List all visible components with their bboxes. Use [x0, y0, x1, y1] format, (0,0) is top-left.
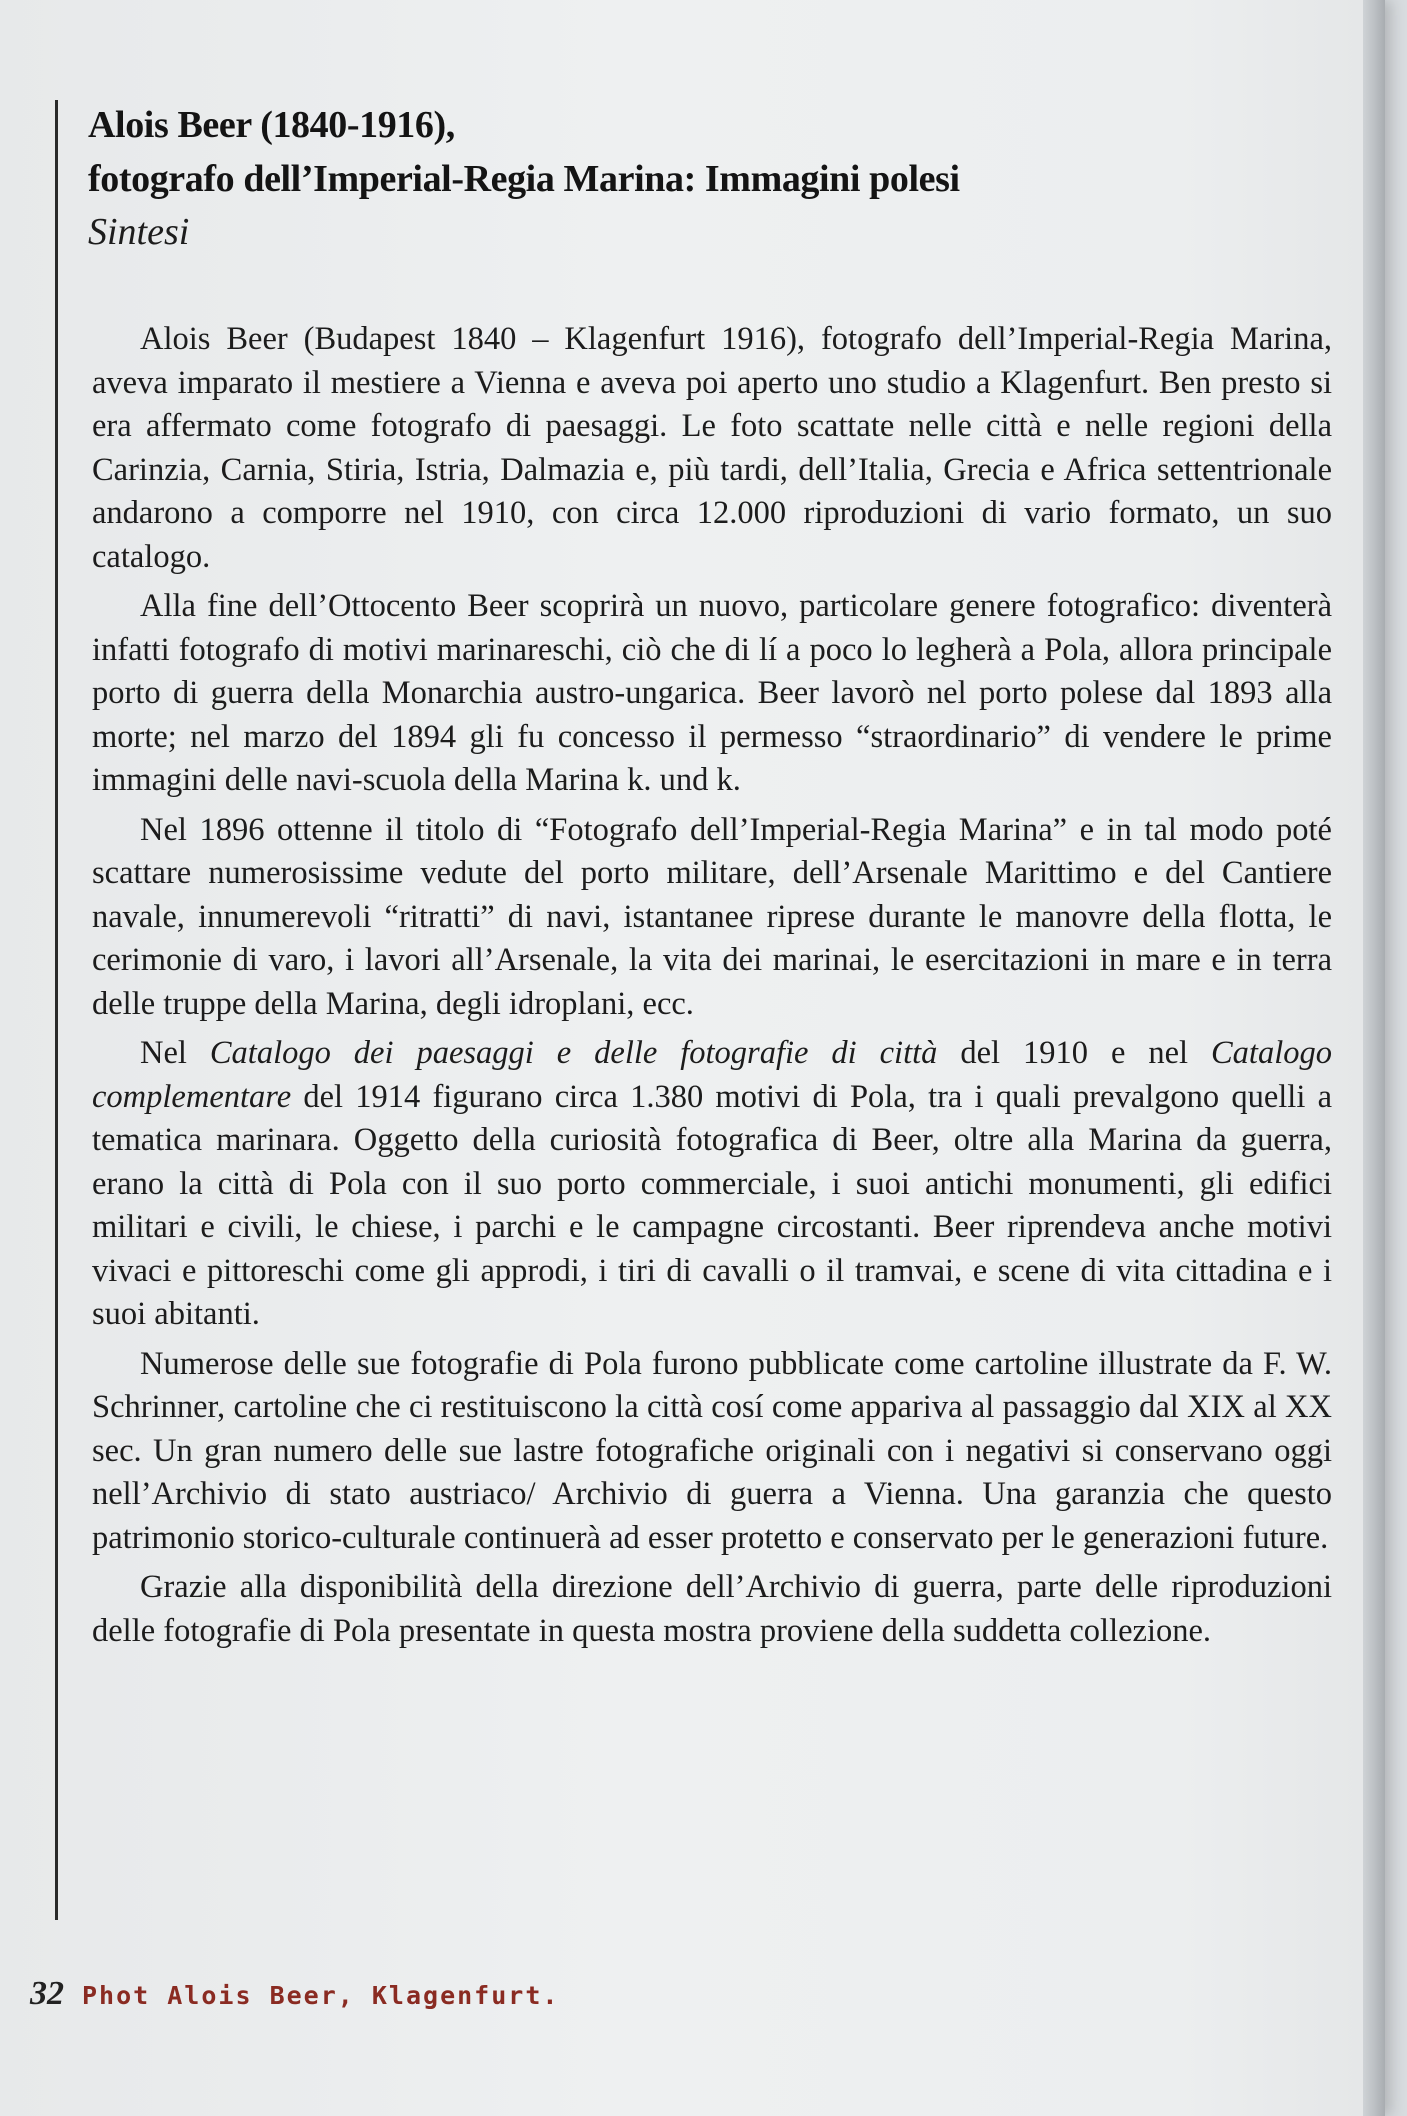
- page-number: 32: [30, 1975, 64, 2012]
- paragraph-4-mid: del 1910 e nel: [937, 1035, 1211, 1071]
- paragraph-4-pre: Nel: [140, 1035, 210, 1071]
- subtitle: Sintesi: [88, 211, 190, 253]
- paragraph-4-post: del 1914 figurano circa 1.380 motivi di Pola, tra i quali prevalgono quelli a tematica marinara. Oggetto della curiosità fotografica di Beer, oltre alla Marina da guerra, erano la città di Pola con il suo porto commerciale, i suoi antichi monumenti, gli edifici militari e civili, le chiese, i parchi e le campagne circostanti. Beer riprendeva anche motivi vivaci e pittoreschi come gli approdi, i tiri di cavalli o il tramvai, e scene di vita cittadina e i suoi abitanti.: [92, 1078, 1332, 1332]
- paragraph-1: Alois Beer (Budapest 1840 – Klagenfurt 1916), fotografo dell’Imperial-Regia Marina, aveva imparato il mestiere a Vienna e aveva poi aperto uno studio a Klagenfurt. Ben presto si era affermato come fotografo di paesaggi. Le foto scattate nelle città e nelle regioni della Carinzia, Carnia, Stiria, Istria, Dalmazia e, più tardi, dell’Italia, Grecia e Africa settentrionale andarono a comporre nel 1910, con circa 12.000 riproduzioni di vario formato, un suo catalogo.: [92, 321, 1332, 575]
- article-body: [92, 318, 1332, 1653]
- paragraph-3: Nel 1896 ottenne il titolo di “Fotografo dell’Imperial-Regia Marina” e in tal modo poté scattare numerosissime vedute del porto militare, dell’Arsenale Marittimo e del Cantiere navale, innumerevoli “ritratti” di navi, istantanee riprese durante le manovre della flotta, le cerimonie di varo, i lavori all’Arsenale, la vita dei marinai, le esercitazioni in mare e in terra delle truppe della Marina, degli idroplani, ecc.: [92, 811, 1332, 1022]
- page-edge: [1363, 0, 1385, 2116]
- catalog-title-1914: Catalogo complementare: [92, 1035, 1332, 1115]
- paragraph-5: Numerose delle sue fotografie di Pola furono pubblicate come cartoline illustrate da F. W. Schrinner, cartoline che ci restituiscono la città cosí come appariva al passaggio dal XIX al XX sec. Un gran numero delle sue lastre fotografiche originali con i negativi si conservano oggi nell’Archivio di stato austriaco/ Archivio di guerra a Vienna. Una garanzia che questo patrimonio storico-culturale continuerà ad esser protetto e conservato per le generazioni future.: [92, 1345, 1332, 1556]
- paragraph-2: Alla fine dell’Ottocento Beer scoprirà un nuovo, particolare genere fotografico: diventerà infatti fotografo di motivi marinareschi, ciò che di lí a poco lo legherà a Pola, allora principale porto di guerra della Monarchia austro-ungarica. Beer lavorò nel porto polese dal 1893 alla morte; nel marzo del 1894 gli fu concesso il permesso “straordinario” di vendere le prime immagini delle navi-scuola della Marina k. und k.: [92, 588, 1332, 798]
- title-line-1: Alois Beer (1840-1916),: [88, 104, 455, 146]
- catalog-title-1910: Catalogo dei paesaggi e delle fotografie di città: [209, 1035, 938, 1071]
- title-line-2: fotografo dell’Imperial-Regia Marina: Immagini polesi: [88, 158, 960, 200]
- article-header: [88, 98, 1328, 258]
- page-footer: [30, 1975, 559, 2013]
- margin-rule: [55, 100, 58, 1920]
- paragraph-6: Grazie alla disponibilità della direzione dell’Archivio di guerra, parte delle riproduzioni delle fotografie di Pola presentate in questa mostra proviene della suddetta collezione.: [92, 1569, 1332, 1649]
- photographer-stamp: Phot Alois Beer, Klagenfurt.: [82, 1981, 560, 2010]
- paragraph-4: [92, 1032, 1332, 1337]
